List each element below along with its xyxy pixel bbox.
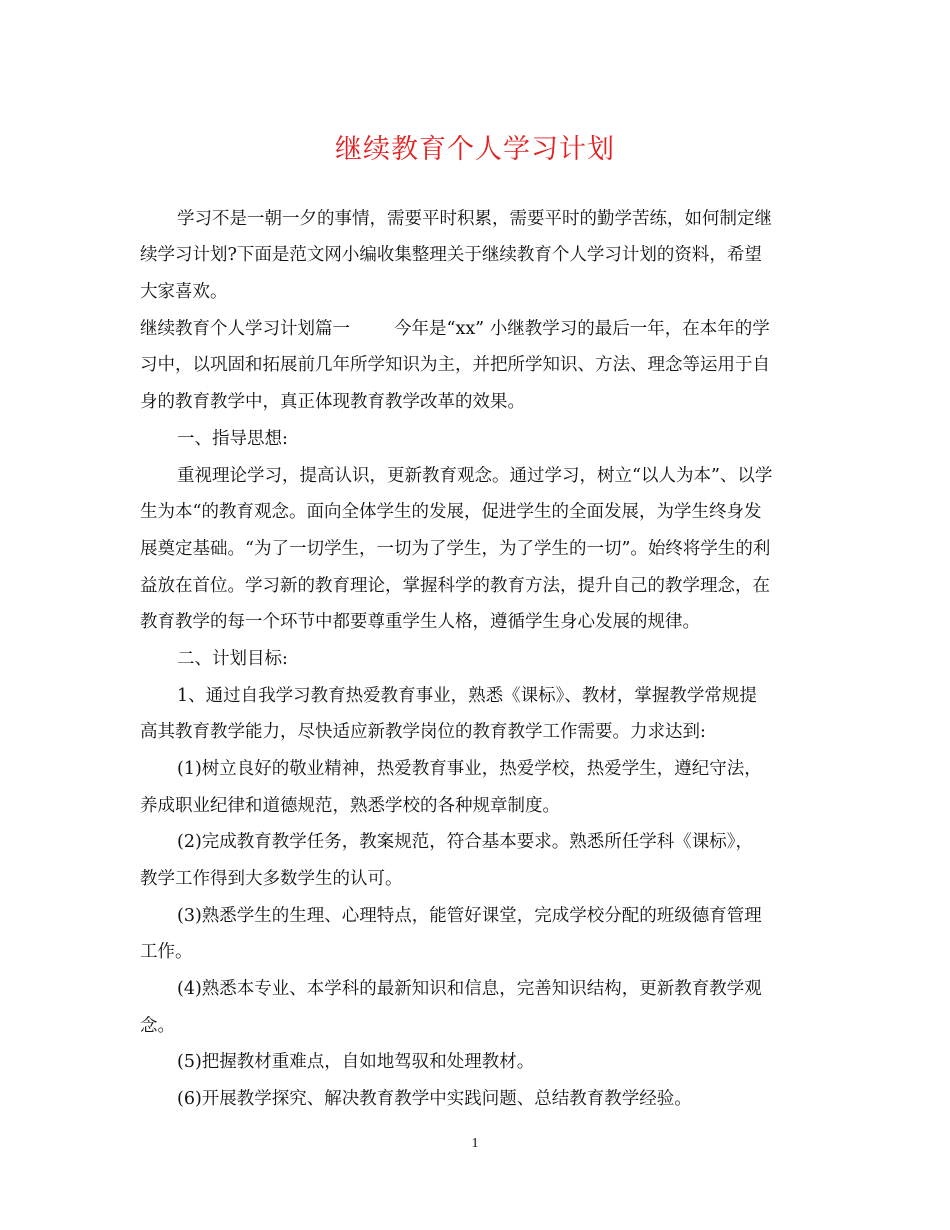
section-heading: 继续教育个人学习计划篇一 [140,319,350,339]
paragraph-line: 重视理论学习，提高认识，更新教育观念。通过学习，树立“以人为本”、以学 [177,466,773,486]
paragraph-line: 学习不是一朝一夕的事情，需要平时积累，需要平时的勤学苦练，如何制定继 [177,209,772,229]
paragraph-line: 生为本“的教育观念。面向全体学生的发展，促进学生的全面发展，为学生终身发 [140,502,762,522]
list-item-line: 工作。 [140,942,193,962]
list-item-line: 教学工作得到大多数学生的认可。 [140,869,403,889]
heading-guiding-thought: 一、指导思想: [177,429,288,449]
paragraph-line: 续学习计划?下面是范文网小编收集整理关于继续教育个人学习计划的资料，希望 [140,245,762,265]
paragraph-line: 展奠定基础。“为了一切学生，一切为了学生，为了学生的一切”。始终将学生的利 [140,539,771,559]
list-item-line: (2)完成教育教学任务，教案规范，符合基本要求。熟悉所任学科《课标》， [177,832,754,852]
list-item-line: (6)开展教学探究、解决教育教学中实践问题、总结教育教学经验。 [177,1089,692,1109]
list-item-line: 念。 [140,1016,175,1036]
section-first-line: 今年是“xx” 小继教学习的最后一年，在本年的学 [394,319,770,339]
list-item-line: (3)熟悉学生的生理、心理特点，能管好课堂，完成学校分配的班级德育管理 [177,906,762,926]
paragraph-line: 教育教学的每一个环节中都要尊重学生人格，遵循学生身心发展的规律。 [140,612,700,632]
paragraph-line: 习中，以巩固和拓展前几年所学知识为主，并把所学知识、方法、理念等运用于自 [140,355,770,375]
list-item-line: (5)把握教材重难点，自如地驾驭和处理教材。 [177,1052,535,1072]
paragraph-line: 益放在首位。学习新的教育理论，掌握科学的教育方法，提升自己的教学理念，在 [140,576,770,596]
page-number: 1 [471,1136,479,1151]
section-heading-line [140,317,815,341]
list-item-line: 养成职业纪律和道德规范，熟悉学校的各种规章制度。 [140,796,560,816]
list-item-line: (4)熟悉本专业、本学科的最新知识和信息，完善知识结构，更新教育教学观 [177,979,762,999]
heading-plan-goals: 二、计划目标: [177,649,288,669]
paragraph-line: 身的教育教学中，真正体现教育教学改革的效果。 [140,392,525,412]
list-item-line: (1)树立良好的敬业精神，热爱教育事业，热爱学校，热爱学生，遵纪守法， [177,759,762,779]
document-title: 继续教育个人学习计划 [335,134,615,165]
paragraph-line: 高其教育教学能力，尽快适应新教学岗位的教育教学工作需要。力求达到: [140,722,706,742]
paragraph-line: 1、通过自我学习教育热爱教育事业，熟悉《课标》、教材，掌握教学常规提 [177,686,757,706]
paragraph-line: 大家喜欢。 [140,282,228,302]
